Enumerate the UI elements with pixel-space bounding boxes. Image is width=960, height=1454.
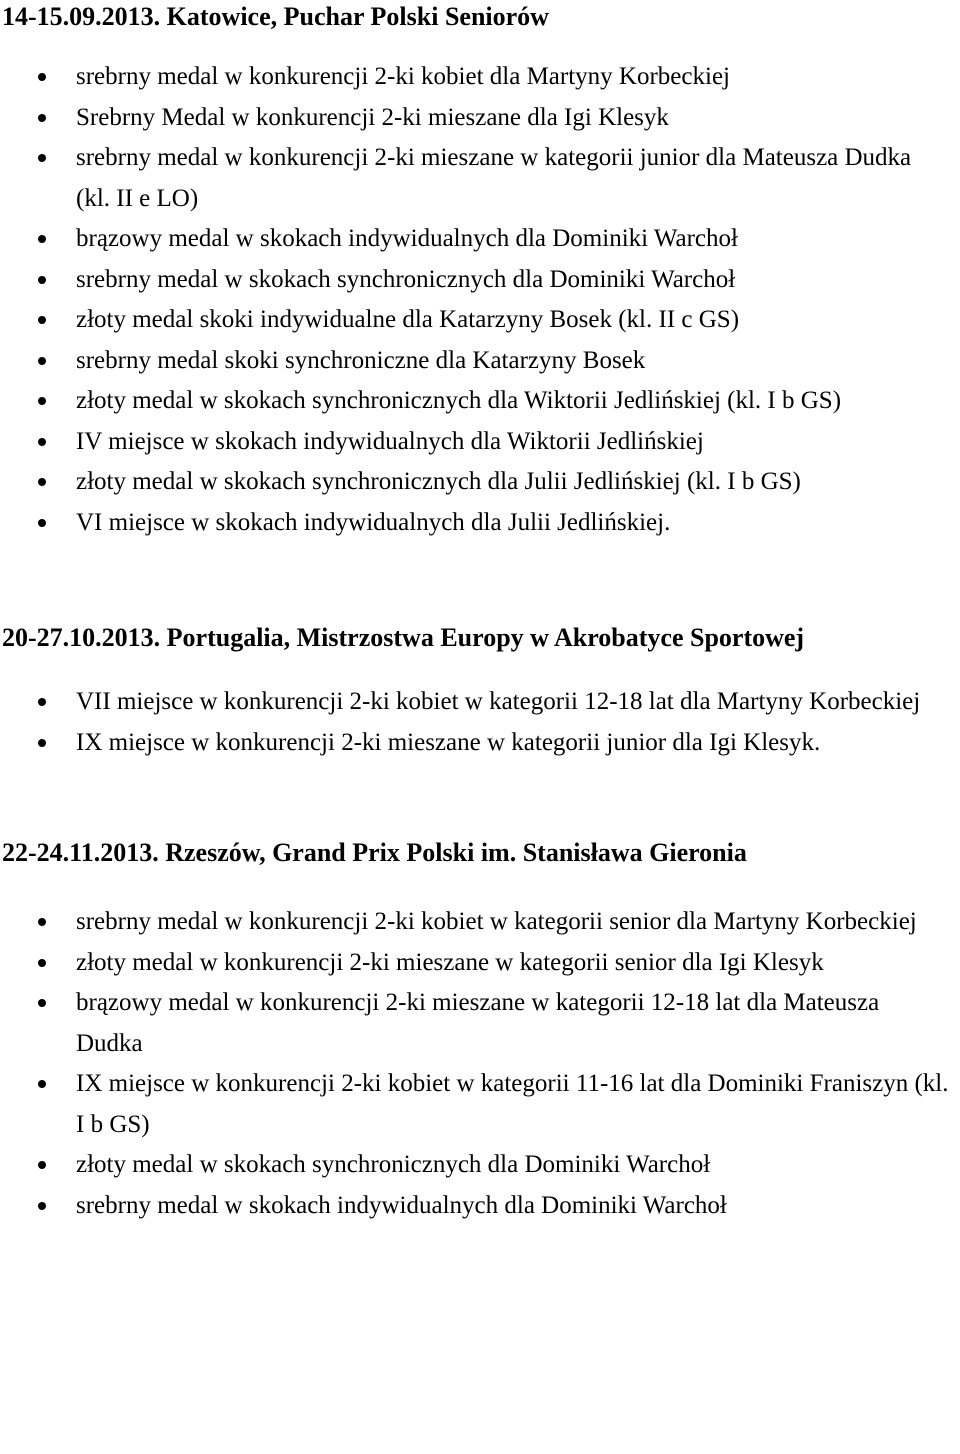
section-title: 14-15.09.2013. Katowice, Puchar Polski Seniorów [2, 2, 549, 31]
list-item: złoty medal w skokach synchronicznych dla Julii Jedlińskiej (kl. I b GS) [0, 462, 960, 503]
list-item: złoty medal w skokach synchronicznych dla Dominiki Warchoł [0, 1145, 960, 1186]
list-item: złoty medal w skokach synchronicznych dla Wiktorii Jedlińskiej (kl. I b GS) [0, 381, 960, 422]
list-item: Srebrny Medal w konkurencji 2-ki mieszane dla Igi Klesyk [0, 98, 960, 139]
list-item: IX miejsce w konkurencji 2-ki kobiet w kategorii 11-16 lat dla Dominiki Franiszyn (kl. I b GS) [0, 1064, 960, 1145]
list-item: VII miejsce w konkurencji 2-ki kobiet w kategorii 12-18 lat dla Martyny Korbeckiej [0, 682, 960, 723]
list-item: srebrny medal w skokach indywidualnych dla Dominiki Warchoł [0, 1186, 960, 1227]
achievement-list [0, 902, 960, 1226]
list-item: złoty medal w konkurencji 2-ki mieszane w kategorii senior dla Igi Klesyk [0, 943, 960, 984]
achievement-list [0, 57, 960, 543]
list-item: srebrny medal w konkurencji 2-ki kobiet dla Martyny Korbeckiej [0, 57, 960, 98]
list-item: brązowy medal w konkurencji 2-ki mieszane w kategorii 12-18 lat dla Mateusza Dudka [0, 983, 960, 1064]
list-item: srebrny medal w konkurencji 2-ki mieszane w kategorii junior dla Mateusza Dudka (kl. II e LO) [0, 138, 960, 219]
list-item: VI miejsce w skokach indywidualnych dla Julii Jedlińskiej. [0, 503, 960, 544]
section-title: 22-24.11.2013. Rzeszów, Grand Prix Polski im. Stanisława Gieronia [2, 838, 747, 867]
list-item: brązowy medal w skokach indywidualnych dla Dominiki Warchoł [0, 219, 960, 260]
list-item: srebrny medal w konkurencji 2-ki kobiet w kategorii senior dla Martyny Korbeckiej [0, 902, 960, 943]
section-title: 20-27.10.2013. Portugalia, Mistrzostwa Europy w Akrobatyce Sportowej [2, 623, 805, 652]
list-item: IX miejsce w konkurencji 2-ki mieszane w kategorii junior dla Igi Klesyk. [0, 723, 960, 764]
achievement-list [0, 682, 960, 763]
list-item: IV miejsce w skokach indywidualnych dla Wiktorii Jedlińskiej [0, 422, 960, 463]
list-item: srebrny medal skoki synchroniczne dla Katarzyny Bosek [0, 341, 960, 382]
list-item: złoty medal skoki indywidualne dla Katarzyny Bosek (kl. II c GS) [0, 300, 960, 341]
list-item: srebrny medal w skokach synchronicznych dla Dominiki Warchoł [0, 260, 960, 301]
